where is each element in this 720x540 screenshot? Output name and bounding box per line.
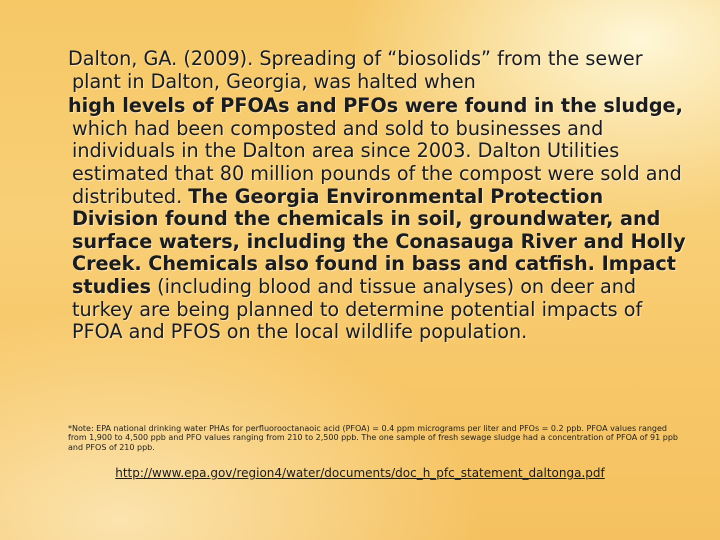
citation-body — [66, 95, 686, 344]
citation-block — [66, 48, 686, 344]
source-link-row — [0, 466, 720, 480]
compost-text: which had been composted and sold to businesses and individuals in the Dalton area since 2003. Dalton Utilities estimated that 80 million pounds of the compost were sold and distributed. — [72, 116, 682, 208]
citation-intro: Dalton, GA. (2009). Spreading of “biosolids” from the sewer plant in Dalton, Georgia, was halted when — [68, 47, 643, 93]
source-link[interactable]: http://www.epa.gov/region4/water/documents/doc_h_pfc_statement_daltonga.pdf — [115, 466, 605, 480]
bold-finding-sludge: high levels of PFOAs and PFOs were found in the sludge, — [68, 94, 683, 118]
impact-studies-text: (including blood and tissue analyses) on deer and turkey are being planned to determine potential impacts of PFOA and PFOS on the local wildlife population. — [72, 274, 643, 344]
footnote: *Note: EPA national drinking water PHAs for perfluorooctanaoic acid (PFOA) = 0.4 ppm micrograms per liter and PFOs = 0.2 ppb. PFOA values ranged from 1,900 to 4,500 ppb and PFO values ranging from 210 to 2,500 ppb. The one sample of fresh sewage sludge had a concentration of PFOA of 91 ppb and PFOS of 210 ppb. — [68, 424, 678, 452]
bold-finding-epd: The Georgia Environmental Protection Division found the chemicals in soil, groundwater, and surface waters, including the Conasauga River and Holly Creek. Chemicals also found in bass and catfish. Impact studies — [72, 184, 686, 298]
